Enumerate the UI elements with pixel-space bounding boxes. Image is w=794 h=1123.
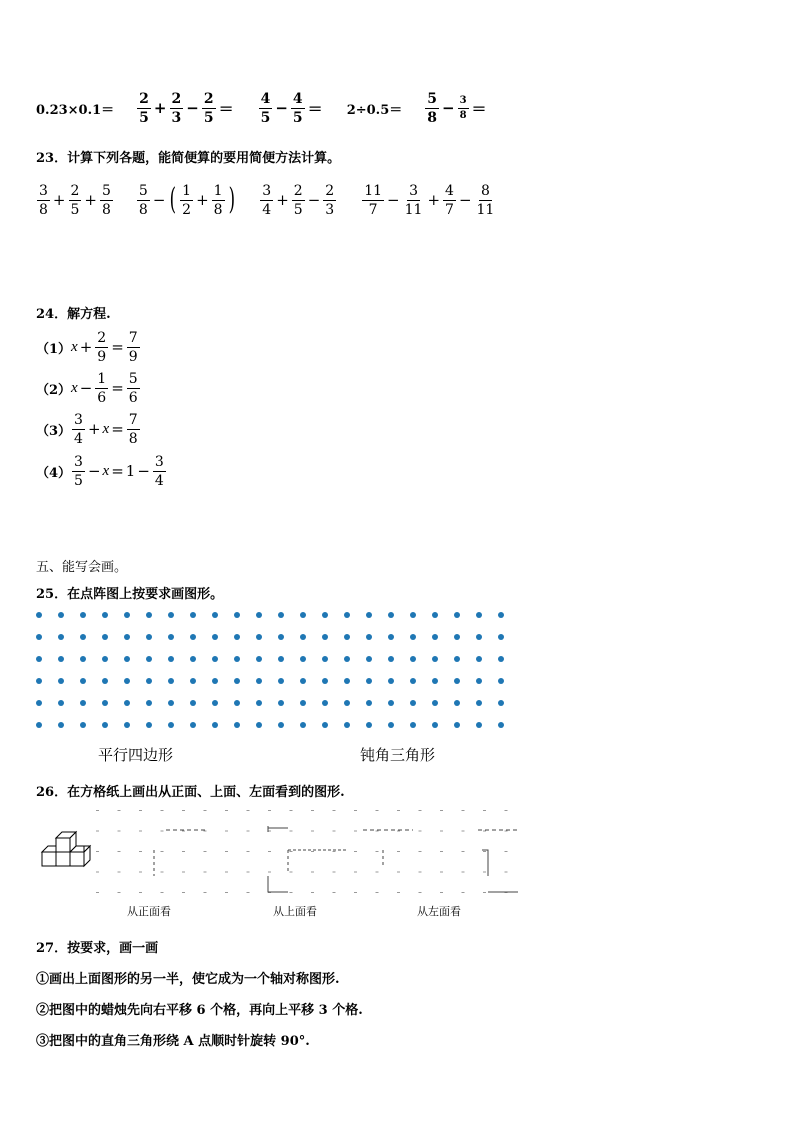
grid-dot (322, 722, 328, 728)
grid-dot (146, 612, 152, 618)
grid-paper-mark (354, 872, 357, 873)
grid-paper-mark (139, 872, 142, 873)
grid-dot (344, 722, 350, 728)
grid-dot (190, 634, 196, 640)
grid-paper-mark (225, 872, 228, 873)
grid-dot (58, 656, 64, 662)
grid-dot (498, 678, 504, 684)
grid-dot (432, 656, 438, 662)
grid-dot (322, 678, 328, 684)
grid-dot (234, 678, 240, 684)
grid-paper-mark (311, 831, 314, 832)
grid-paper-mark (311, 851, 314, 852)
grid-dot (476, 634, 482, 640)
grid-dot (498, 634, 504, 640)
grid-paper-mark (139, 851, 142, 852)
grid-paper-mark (419, 872, 422, 873)
grid-paper-mark (182, 851, 185, 852)
grid-dot (432, 612, 438, 618)
cube-stack-icon (40, 828, 92, 870)
grid-dot (476, 612, 482, 618)
grid-dot (300, 634, 306, 640)
grid-dot (410, 656, 416, 662)
grid-dot (410, 678, 416, 684)
q27-item-1: ①画出上面图形的另一半，使它成为一个轴对称图形. (36, 972, 340, 987)
grid-dot (58, 678, 64, 684)
expr-frac-diff-2: $\frac{5}{8}$ − $\frac{3}{8}$ ＝ (427, 90, 487, 126)
grid-dot (300, 700, 306, 706)
grid-paper-mark (440, 892, 443, 893)
grid-dot (366, 656, 372, 662)
grid-dot (146, 656, 152, 662)
grid-dot (498, 656, 504, 662)
label-parallelogram: 平行四边形 (98, 746, 174, 764)
grid-paper-mark (333, 810, 336, 811)
grid-dot (102, 612, 108, 618)
q24-eq-4: （4） $\frac{3}{5}$ − x = 1 − $\frac{3}{4}$ (36, 453, 164, 489)
grid-dot (256, 700, 262, 706)
grid-dot (388, 634, 394, 640)
grid-paper-mark (204, 810, 207, 811)
grid-paper-mark (182, 831, 185, 832)
grid-dot (168, 722, 174, 728)
grid-paper-mark (290, 872, 293, 873)
grid-dot (410, 634, 416, 640)
expr-frac-diff: $\frac{4}{5}$ − $\frac{4}{5}$ ＝ (260, 90, 323, 126)
grid-dot (36, 700, 42, 706)
grid-paper-mark (204, 851, 207, 852)
grid-dot (366, 722, 372, 728)
grid-dot (300, 612, 306, 618)
grid-dot (168, 700, 174, 706)
grid-dot (344, 612, 350, 618)
grid-paper-mark (161, 872, 164, 873)
label-obtuse-triangle: 钝角三角形 (360, 746, 436, 764)
grid-paper-mark (139, 810, 142, 811)
grid-dot (278, 700, 284, 706)
grid-dot (256, 722, 262, 728)
grid-paper-mark (161, 810, 164, 811)
grid-dot (366, 678, 372, 684)
grid-paper-mark (247, 851, 250, 852)
grid-dot (498, 722, 504, 728)
grid-paper-mark (311, 810, 314, 811)
grid-dot (388, 656, 394, 662)
grid-paper-mark (96, 872, 99, 873)
grid-dot (212, 612, 218, 618)
grid-paper-mark (204, 892, 207, 893)
grid-dot (212, 634, 218, 640)
grid-dot (234, 634, 240, 640)
grid-dot (256, 612, 262, 618)
grid-paper-mark (311, 872, 314, 873)
grid-dot (300, 722, 306, 728)
q27-title: 27．按要求，画一画 (36, 941, 159, 956)
grid-paper-mark (376, 872, 379, 873)
grid-dot (278, 656, 284, 662)
grid-paper-mark (440, 851, 443, 852)
grid-paper-mark (462, 851, 465, 852)
q23-expr-3: $\frac{3}{4}$ + $\frac{2}{5}$ − $\frac{2}{3}$ (262, 182, 335, 218)
q23-expr-2: $\frac{5}{8}$ − ( $\frac{1}{2}$ + $\frac{1}{8}$ ) (138, 182, 235, 218)
grid-dot (58, 722, 64, 728)
grid-dot (102, 722, 108, 728)
grid-paper-mark (505, 831, 508, 832)
grid-paper-mark (440, 872, 443, 873)
grid-dot (58, 700, 64, 706)
grid-dot (80, 722, 86, 728)
grid-dot (388, 678, 394, 684)
expr-frac-sum: $\frac{2}{5}$ + $\frac{2}{3}$ − $\frac{2}{5}$ ＝ (139, 90, 234, 126)
grid-dot (168, 678, 174, 684)
grid-paper-mark (118, 892, 121, 893)
grid-paper-mark (333, 872, 336, 873)
grid-dot (102, 700, 108, 706)
grid-paper-mark (290, 810, 293, 811)
grid-dot (36, 656, 42, 662)
grid-dot (498, 700, 504, 706)
grid-dot (212, 678, 218, 684)
grid-dot (388, 612, 394, 618)
grid-dot (454, 656, 460, 662)
grid-dot (278, 612, 284, 618)
grid-dot (322, 634, 328, 640)
grid-dot (146, 700, 152, 706)
grid-paper-mark (354, 831, 357, 832)
grid-dot (58, 634, 64, 640)
arith-row (36, 88, 489, 128)
grid-dot (410, 700, 416, 706)
grid-dot (366, 612, 372, 618)
grid-dot (168, 634, 174, 640)
grid-paper-mark (268, 810, 271, 811)
grid-dot (476, 722, 482, 728)
grid-paper-mark (247, 872, 250, 873)
grid-paper-mark (419, 831, 422, 832)
grid-dot (498, 612, 504, 618)
grid-dot (344, 656, 350, 662)
grid-dot (476, 678, 482, 684)
grid-paper-mark (419, 851, 422, 852)
q24-eq-2: （2） x − $\frac{1}{6}$ = $\frac{5}{6}$ (36, 370, 138, 406)
grid-dot (454, 700, 460, 706)
grid-dot (366, 634, 372, 640)
grid-dot (432, 678, 438, 684)
grid-paper-mark (268, 872, 271, 873)
grid-dot (168, 612, 174, 618)
grid-paper-mark (419, 810, 422, 811)
grid-dot (300, 678, 306, 684)
grid-dot (124, 612, 130, 618)
label-top-view: 从上面看 (273, 905, 317, 918)
grid-paper-mark (290, 892, 293, 893)
grid-dot (234, 612, 240, 618)
grid-paper-mark (397, 851, 400, 852)
grid-dot (278, 634, 284, 640)
grid-dot (36, 634, 42, 640)
q24-eq-1: （1） x + $\frac{2}{9}$ = $\frac{7}{9}$ (36, 329, 138, 365)
grid-paper-mark (204, 831, 207, 832)
grid-paper-mark (354, 810, 357, 811)
grid-paper-mark (440, 810, 443, 811)
grid-dot (212, 700, 218, 706)
grid-paper-mark (118, 851, 121, 852)
grid-paper-mark (462, 892, 465, 893)
grid-dot (388, 722, 394, 728)
grid-dot (454, 634, 460, 640)
grid-paper-mark (333, 851, 336, 852)
grid-paper-mark (96, 810, 99, 811)
grid-paper-mark (182, 892, 185, 893)
grid-paper-mark (376, 810, 379, 811)
grid-dot (190, 612, 196, 618)
grid-dot (278, 722, 284, 728)
grid-dot (344, 634, 350, 640)
grid-paper-mark (483, 810, 486, 811)
grid-paper-mark (118, 831, 121, 832)
grid-dot (102, 656, 108, 662)
grid-dot (80, 678, 86, 684)
grid-paper-mark (505, 872, 508, 873)
grid-dot (190, 678, 196, 684)
grid-dot (212, 656, 218, 662)
grid-paper-mark (462, 831, 465, 832)
grid-paper-mark (311, 892, 314, 893)
grid-dot (256, 678, 262, 684)
grid-paper-mark (333, 831, 336, 832)
grid-dot (366, 700, 372, 706)
grid-paper-mark (96, 831, 99, 832)
grid-dot (190, 656, 196, 662)
grid-dot (124, 678, 130, 684)
grid-paper-mark (96, 892, 99, 893)
grid-dot (234, 656, 240, 662)
grid-paper-mark (440, 831, 443, 832)
grid-dot (146, 678, 152, 684)
grid-paper-mark (225, 831, 228, 832)
grid-dot (322, 612, 328, 618)
grid-paper-mark (161, 851, 164, 852)
grid-paper-mark (483, 872, 486, 873)
q23-expressions (36, 180, 497, 220)
grid-dot (36, 722, 42, 728)
grid-paper-mark (397, 892, 400, 893)
grid-paper-mark (182, 810, 185, 811)
grid-paper-mark (290, 851, 293, 852)
grid-dot (146, 634, 152, 640)
grid-dot (102, 634, 108, 640)
grid-dot (322, 656, 328, 662)
grid-paper-mark (397, 872, 400, 873)
grid-paper-mark (376, 831, 379, 832)
grid-dot (168, 656, 174, 662)
grid-paper-mark (161, 892, 164, 893)
grid-dot (102, 678, 108, 684)
grid-paper-mark (247, 810, 250, 811)
q25-title: 25．在点阵图上按要求画图形。 (36, 587, 224, 602)
grid-dot (124, 634, 130, 640)
grid-paper-mark (225, 851, 228, 852)
grid-dot (388, 700, 394, 706)
expr-decimal-mult: 0.23×0.1＝ (36, 102, 115, 118)
grid-paper-mark (397, 831, 400, 832)
grid-paper-mark (225, 810, 228, 811)
grid-paper-mark (247, 831, 250, 832)
grid-dot (432, 700, 438, 706)
grid-dot (212, 722, 218, 728)
grid-dot (36, 612, 42, 618)
grid-paper-mark (182, 872, 185, 873)
grid-dot (190, 722, 196, 728)
grid-dot (124, 700, 130, 706)
grid-paper-mark (505, 851, 508, 852)
grid-dot (58, 612, 64, 618)
grid-paper-mark (225, 892, 228, 893)
grid-paper-mark (505, 810, 508, 811)
q26-title: 26．在方格纸上画出从正面、上面、左面看到的图形. (36, 785, 345, 800)
grid-dot (278, 678, 284, 684)
grid-dot (80, 612, 86, 618)
grid-dot (80, 700, 86, 706)
grid-dot (300, 656, 306, 662)
dot-grid[interactable] (36, 612, 516, 734)
grid-paper-mark (139, 831, 142, 832)
grid-paper-mark (96, 851, 99, 852)
grid-dot (146, 722, 152, 728)
grid-paper-mark (268, 851, 271, 852)
grid-paper-mark (462, 872, 465, 873)
grid-paper-mark (290, 831, 293, 832)
grid-paper-mark (354, 892, 357, 893)
grid-dot (344, 700, 350, 706)
grid-dot (256, 656, 262, 662)
q23-expr-4: $\frac{11}{7}$ − $\frac{3}{11}$ + $\frac{4}{7}$ − $\frac{8}{11}$ (364, 182, 495, 218)
grid-dot (454, 612, 460, 618)
q24-title: 24．解方程. (36, 307, 111, 322)
grid-dot (36, 678, 42, 684)
grid-dot (234, 722, 240, 728)
grid-dot (234, 700, 240, 706)
grid-paper-mark (118, 872, 121, 873)
label-front-view: 从正面看 (127, 905, 171, 918)
q23-title: 23．计算下列各题，能简便算的要用简便方法计算。 (36, 151, 341, 166)
grid-dot (476, 700, 482, 706)
grid-paper-mark (118, 810, 121, 811)
grid-paper-mark (397, 810, 400, 811)
grid-paper-mark (376, 892, 379, 893)
grid-paper-mark (483, 851, 486, 852)
grid-dot (432, 722, 438, 728)
grid-dot (124, 656, 130, 662)
grid-dot (344, 678, 350, 684)
grid-paper-mark (483, 892, 486, 893)
grid-dot (432, 634, 438, 640)
grid-dot (322, 700, 328, 706)
grid-dot (80, 656, 86, 662)
grid-paper-mark (333, 892, 336, 893)
grid-paper-mark (419, 892, 422, 893)
grid-paper-mark (483, 831, 486, 832)
q23-expr-1: $\frac{3}{8}$ + $\frac{2}{5}$ + $\frac{5}{8}$ (39, 182, 111, 218)
grid-dot (476, 656, 482, 662)
q27-item-3: ③把图中的直角三角形绕 A 点顺时针旋转 90°. (36, 1034, 310, 1049)
grid-dot (410, 612, 416, 618)
grid-paper-mark (462, 810, 465, 811)
grid-dot (190, 700, 196, 706)
grid-dot (410, 722, 416, 728)
grid-paper-mark (376, 851, 379, 852)
q24-eq-3: （3） $\frac{3}{4}$ + x = $\frac{7}{8}$ (36, 411, 138, 447)
grid-dot (124, 722, 130, 728)
grid-paper-mark (139, 892, 142, 893)
grid-dot (454, 678, 460, 684)
grid-dot (454, 722, 460, 728)
grid-paper-mark (161, 831, 164, 832)
grid-paper-mark (247, 892, 250, 893)
grid-dot (80, 634, 86, 640)
label-left-view: 从左面看 (417, 905, 461, 918)
grid-dot (256, 634, 262, 640)
grid-paper[interactable] (88, 806, 528, 896)
section-five-title: 五、能写会画。 (36, 560, 128, 575)
q27-item-2: ②把图中的蜡烛先向右平移 6 个格，再向上平移 3 个格. (36, 1003, 363, 1018)
grid-paper-mark (354, 851, 357, 852)
expr-division: 2÷0.5＝ (346, 102, 403, 118)
grid-paper-mark (204, 872, 207, 873)
